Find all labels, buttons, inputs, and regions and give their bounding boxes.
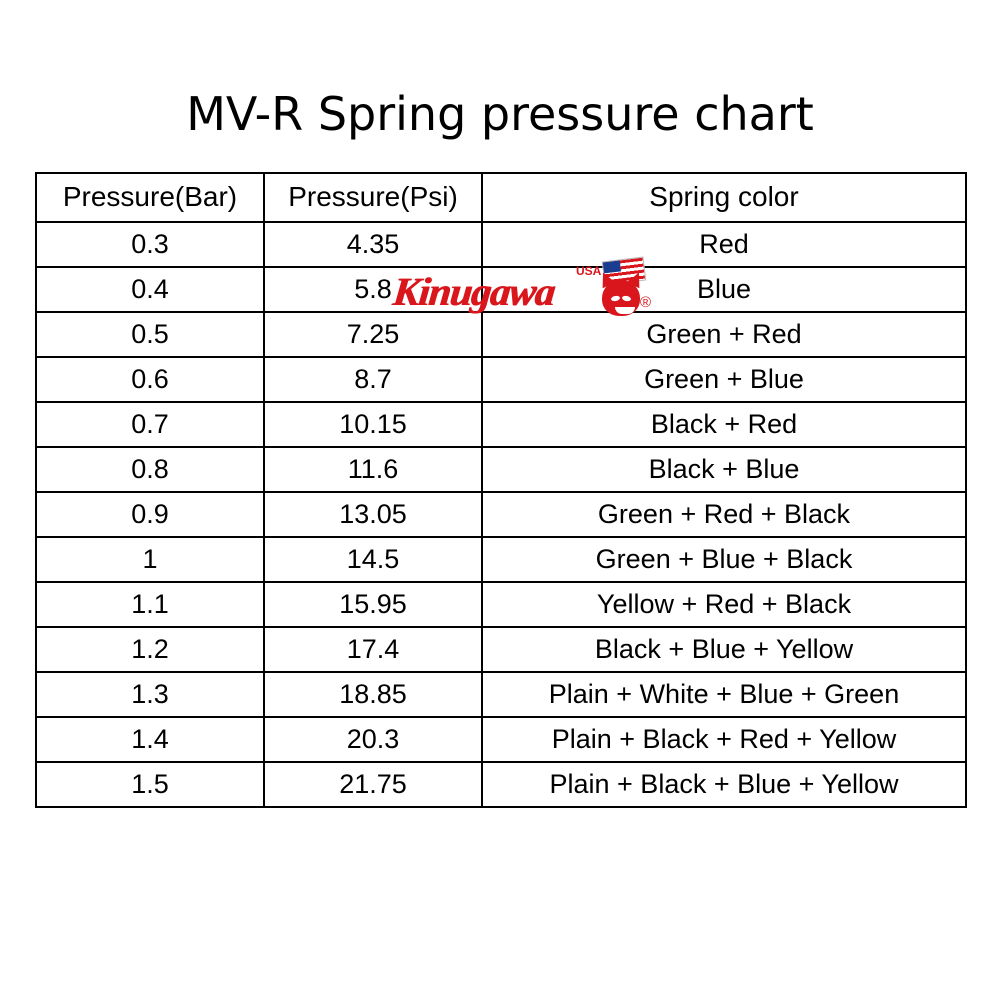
- cell-spring-color: Green + Blue: [482, 357, 966, 402]
- column-header-pressure-psi: Pressure(Psi): [264, 173, 482, 222]
- cell-spring-color: Red: [482, 222, 966, 267]
- cell-pressure-bar: 0.3: [36, 222, 264, 267]
- table-row: [36, 402, 966, 447]
- cell-pressure-bar: 1.2: [36, 627, 264, 672]
- cell-pressure-bar: 0.4: [36, 267, 264, 312]
- cell-pressure-psi: 13.05: [264, 492, 482, 537]
- cell-pressure-bar: 0.5: [36, 312, 264, 357]
- cell-pressure-psi: 20.3: [264, 717, 482, 762]
- registered-mark: ®: [640, 294, 652, 311]
- cell-pressure-bar: 0.6: [36, 357, 264, 402]
- cell-pressure-bar: 1: [36, 537, 264, 582]
- table-row: [36, 357, 966, 402]
- cell-pressure-psi: 5.8: [264, 267, 482, 312]
- table-body: [36, 222, 966, 807]
- cell-pressure-bar: 0.8: [36, 447, 264, 492]
- cell-spring-color: Black + Red: [482, 402, 966, 447]
- spring-pressure-table: [35, 172, 967, 808]
- table-row: [36, 267, 966, 312]
- page-title: MV-R Spring pressure chart: [186, 87, 814, 141]
- cell-pressure-psi: 10.15: [264, 402, 482, 447]
- cell-pressure-psi: 21.75: [264, 762, 482, 807]
- table-row: [36, 717, 966, 762]
- table-row: [36, 492, 966, 537]
- cell-spring-color: Plain + Black + Red + Yellow: [482, 717, 966, 762]
- column-header-pressure-bar: Pressure(Bar): [36, 173, 264, 222]
- table-row: [36, 582, 966, 627]
- cell-spring-color: Green + Red + Black: [482, 492, 966, 537]
- cell-pressure-psi: 15.95: [264, 582, 482, 627]
- table-header: [36, 173, 966, 222]
- cell-pressure-psi: 14.5: [264, 537, 482, 582]
- cell-pressure-psi: 18.85: [264, 672, 482, 717]
- cell-spring-color: Plain + White + Blue + Green: [482, 672, 966, 717]
- cell-pressure-psi: 8.7: [264, 357, 482, 402]
- cell-pressure-psi: 4.35: [264, 222, 482, 267]
- table-row: [36, 762, 966, 807]
- table-row: [36, 222, 966, 267]
- cell-pressure-bar: 0.9: [36, 492, 264, 537]
- cell-pressure-bar: 1.4: [36, 717, 264, 762]
- cell-spring-color: Black + Blue + Yellow: [482, 627, 966, 672]
- cell-spring-color: Yellow + Red + Black: [482, 582, 966, 627]
- cell-pressure-bar: 0.7: [36, 402, 264, 447]
- cell-pressure-bar: 1.5: [36, 762, 264, 807]
- cell-spring-color: Green + Blue + Black: [482, 537, 966, 582]
- table-header-row: [36, 173, 966, 222]
- cell-pressure-bar: 1.1: [36, 582, 264, 627]
- column-header-spring-color: Spring color: [482, 173, 966, 222]
- cell-spring-color: Green + Red: [482, 312, 966, 357]
- cell-spring-color: Black + Blue: [482, 447, 966, 492]
- cell-pressure-psi: 11.6: [264, 447, 482, 492]
- cell-spring-color: Blue: [482, 267, 966, 312]
- cell-pressure-psi: 7.25: [264, 312, 482, 357]
- brand-name: Kinugawa: [390, 269, 557, 314]
- cell-pressure-bar: 1.3: [36, 672, 264, 717]
- table-row: [36, 672, 966, 717]
- table-row: [36, 312, 966, 357]
- cell-spring-color: Plain + Black + Blue + Yellow: [482, 762, 966, 807]
- table-row: [36, 537, 966, 582]
- brand-region-label: USA: [576, 264, 602, 278]
- table-row: [36, 627, 966, 672]
- spring-pressure-table-wrapper: [35, 172, 965, 808]
- table-row: [36, 447, 966, 492]
- cell-pressure-psi: 17.4: [264, 627, 482, 672]
